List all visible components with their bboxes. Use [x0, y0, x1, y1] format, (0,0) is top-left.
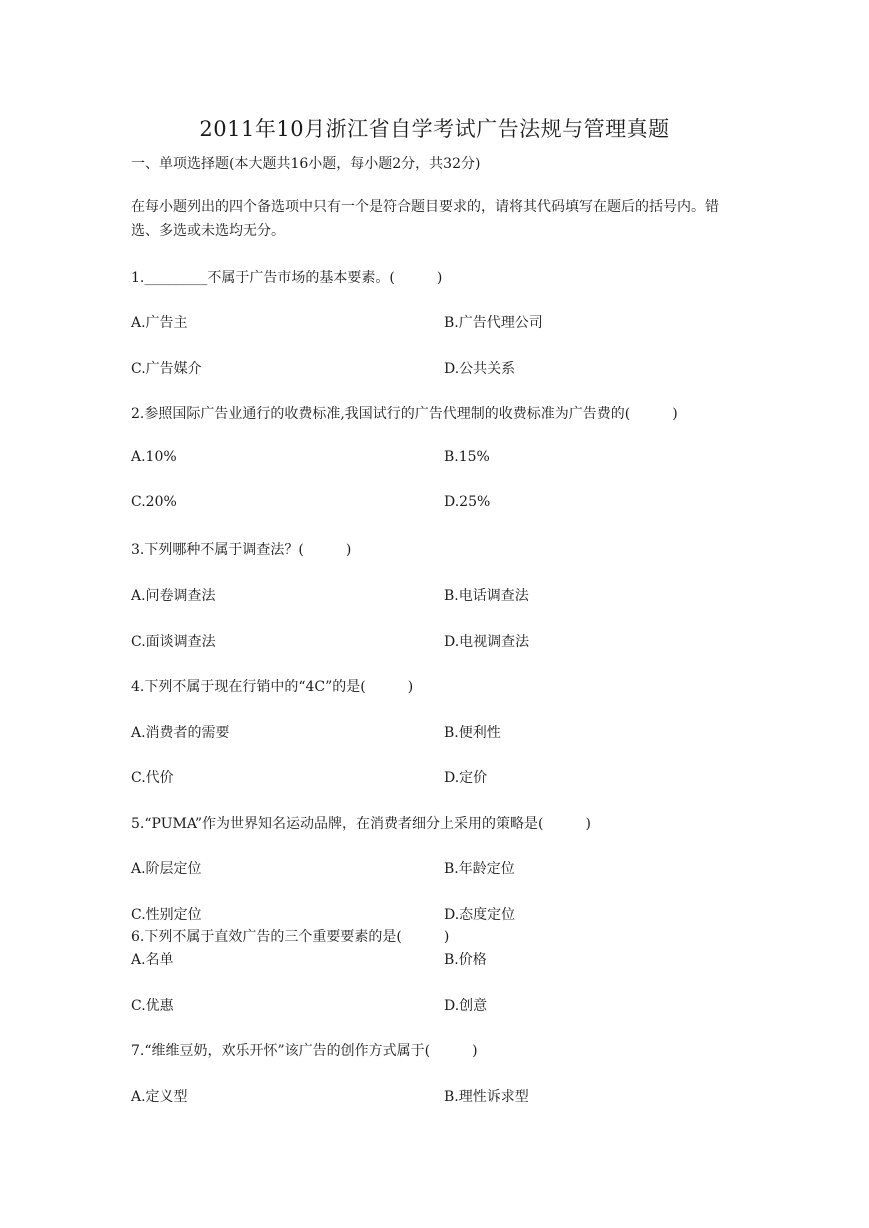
- question-6-option-a: A.名单: [131, 952, 174, 968]
- question-7-stem: 7.“维维豆奶，欢乐开怀”该广告的创作方式属于( ): [131, 1043, 478, 1059]
- question-5-option-c: C.性别定位: [131, 907, 202, 923]
- question-5-option-a: A.阶层定位: [131, 861, 202, 877]
- question-1-option-b: B.广告代理公司: [444, 315, 543, 331]
- question-2-option-b: B.15%: [444, 449, 490, 465]
- question-3-option-d: D.电视调查法: [444, 634, 530, 650]
- question-6-option-b: B.价格: [444, 952, 487, 968]
- question-5-option-b: B.年龄定位: [444, 861, 515, 877]
- question-6-stem: 6.下列不属于直效广告的三个重要要素的是( ): [131, 929, 450, 945]
- question-3-stem: 3.下列哪种不属于调查法？( ): [131, 542, 352, 558]
- instructions: 在每小题列出的四个备选项中只有一个是符合题目要求的，请将其代码填写在题后的括号内。错选、多选或未选均无分。: [131, 199, 719, 239]
- question-6-option-d: D.创意: [444, 998, 488, 1014]
- question-7-option-b: B.理性诉求型: [444, 1089, 529, 1105]
- question-3-option-a: A.问卷调查法: [131, 588, 216, 604]
- question-3-option-c: C.面谈调查法: [131, 634, 216, 650]
- question-7-option-a: A.定义型: [131, 1089, 188, 1105]
- question-2-option-a: A.10%: [131, 449, 177, 465]
- question-6-option-c: C.优惠: [131, 998, 174, 1014]
- question-1-stem: 1._________不属于广告市场的基本要素。( ): [131, 270, 443, 286]
- page-title: 2011年10月浙江省自学考试广告法规与管理真题: [199, 117, 670, 141]
- question-4-option-b: B.便利性: [444, 725, 501, 741]
- question-5-stem: 5.“PUMA”作为世界知名运动品牌，在消费者细分上采用的策略是( ): [131, 816, 591, 832]
- question-1-option-d: D.公共关系: [444, 361, 516, 377]
- question-5-option-d: D.态度定位: [444, 907, 516, 923]
- question-3-option-b: B.电话调查法: [444, 588, 529, 604]
- question-2-option-c: C.20%: [131, 494, 177, 510]
- question-2-option-d: D.25%: [444, 494, 491, 510]
- question-4-stem: 4.下列不属于现在行销中的“4C”的是( ): [131, 679, 414, 695]
- section-heading: 一、单项选择题(本大题共16小题，每小题2分，共32分): [131, 156, 481, 172]
- question-1-option-c: C.广告媒介: [131, 361, 202, 377]
- question-4-option-c: C.代价: [131, 770, 174, 786]
- question-1-option-a: A.广告主: [131, 315, 188, 331]
- question-2-stem: 2.参照国际广告业通行的收费标准,我国试行的广告代理制的收费标准为广告费的( ): [131, 406, 678, 422]
- question-4-option-a: A.消费者的需要: [131, 725, 230, 741]
- question-4-option-d: D.定价: [444, 770, 488, 786]
